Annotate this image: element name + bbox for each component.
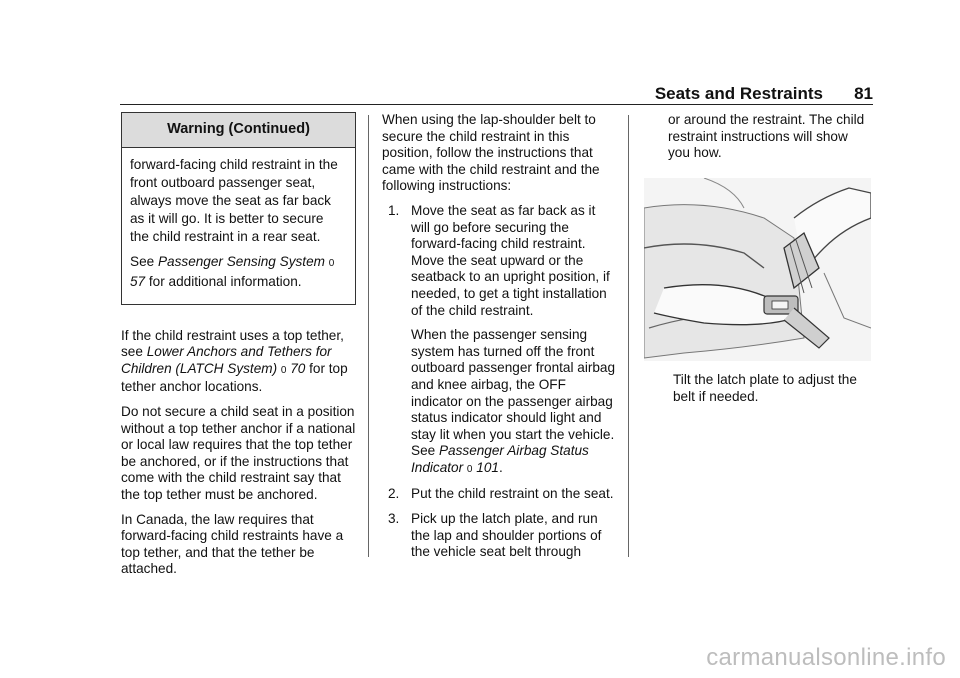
text: If the child restraint uses a top tether, see bbox=[121, 327, 344, 360]
figure-caption: Tilt the latch plate to adjust the belt if needed. bbox=[673, 372, 857, 404]
paragraph-top-tether bbox=[121, 328, 356, 396]
column-divider bbox=[628, 115, 629, 557]
section-title: Seats and Restraints bbox=[654, 84, 823, 103]
watermark: carmanualsonline.info bbox=[706, 644, 946, 671]
link-passenger-sensing-system[interactable]: Passenger Sensing System bbox=[157, 253, 325, 269]
warning-body bbox=[122, 148, 355, 304]
step-number: 1. bbox=[388, 202, 400, 218]
list-item bbox=[382, 203, 617, 479]
link-latch[interactable]: Lower Anchors and Tethers for Children (LATCH System) bbox=[121, 344, 332, 376]
page-ref-icon: 0 bbox=[280, 364, 287, 376]
column-middle bbox=[382, 112, 617, 569]
list-item bbox=[382, 511, 617, 561]
step-text: Put the child restraint on the seat. bbox=[411, 486, 614, 502]
step-text: Pick up the latch plate, and run the lap and shoulder portions of the vehicle seat belt through bbox=[411, 511, 602, 560]
latch-plate-illustration bbox=[644, 178, 871, 361]
page-ref-number[interactable]: 70 bbox=[290, 360, 306, 376]
page-header bbox=[120, 82, 873, 105]
link-airbag-status-indicator[interactable]: Passenger Airbag Status Indicator bbox=[411, 443, 589, 475]
step-number: 2. bbox=[388, 486, 400, 502]
see-suffix: for additional information. bbox=[145, 273, 302, 289]
page-ref-icon: 0 bbox=[328, 257, 335, 269]
text: When the passenger sensing system has turned off the front outboard passenger frontal airbag and knee airbag, the OFF indicator on the passenger airbag status indicator should light and stay lit when you start the vehicle. See bbox=[411, 327, 616, 459]
warning-text: forward-facing child restraint in the front outboard passenger seat, always move the seat as far back as it will go. It is better to secure the child restraint in a rear seat. bbox=[130, 156, 338, 244]
step-list bbox=[382, 203, 617, 561]
warning-box bbox=[121, 112, 356, 305]
paragraph-canada: In Canada, the law requires that forward-facing child restraints have a top tether, and that the tether be attached. bbox=[121, 511, 344, 577]
paragraph-law: Do not secure a child seat in a position without a top tether anchor if a national or local law requires that the top tether be anchored, or if the instructions that come with the child restraint say that the top tether must be anchored. bbox=[121, 403, 356, 502]
page-ref-number[interactable]: 57 bbox=[130, 273, 146, 289]
list-item bbox=[382, 486, 617, 503]
text: . bbox=[498, 459, 503, 475]
paragraph-continued: or around the restraint. The child restraint instructions will show you how. bbox=[668, 112, 865, 161]
page-number: 81 bbox=[854, 84, 873, 103]
warning-title: Warning (Continued) bbox=[122, 113, 355, 148]
text: for top tether anchor locations. bbox=[121, 360, 348, 395]
page-ref-icon: 0 bbox=[466, 463, 473, 475]
paragraph-intro: When using the lap-shoulder belt to secure the child restraint in this position, follow the instructions that came with the child restraint and the following instructions: bbox=[382, 112, 600, 194]
see-prefix: See bbox=[130, 253, 158, 269]
warning-see bbox=[130, 253, 346, 291]
column-divider bbox=[368, 115, 369, 557]
step-number: 3. bbox=[388, 511, 400, 527]
step-text: Move the seat as far back as it will go before securing the forward-facing child restraint. Move the seat upward or the seatback to an upright position, if needed, to get a tight installation of the child restraint. bbox=[411, 202, 610, 318]
column-right bbox=[648, 112, 873, 170]
page-ref-number[interactable]: 101 bbox=[476, 459, 499, 475]
step-subtext bbox=[411, 327, 617, 478]
column-left bbox=[121, 112, 356, 586]
